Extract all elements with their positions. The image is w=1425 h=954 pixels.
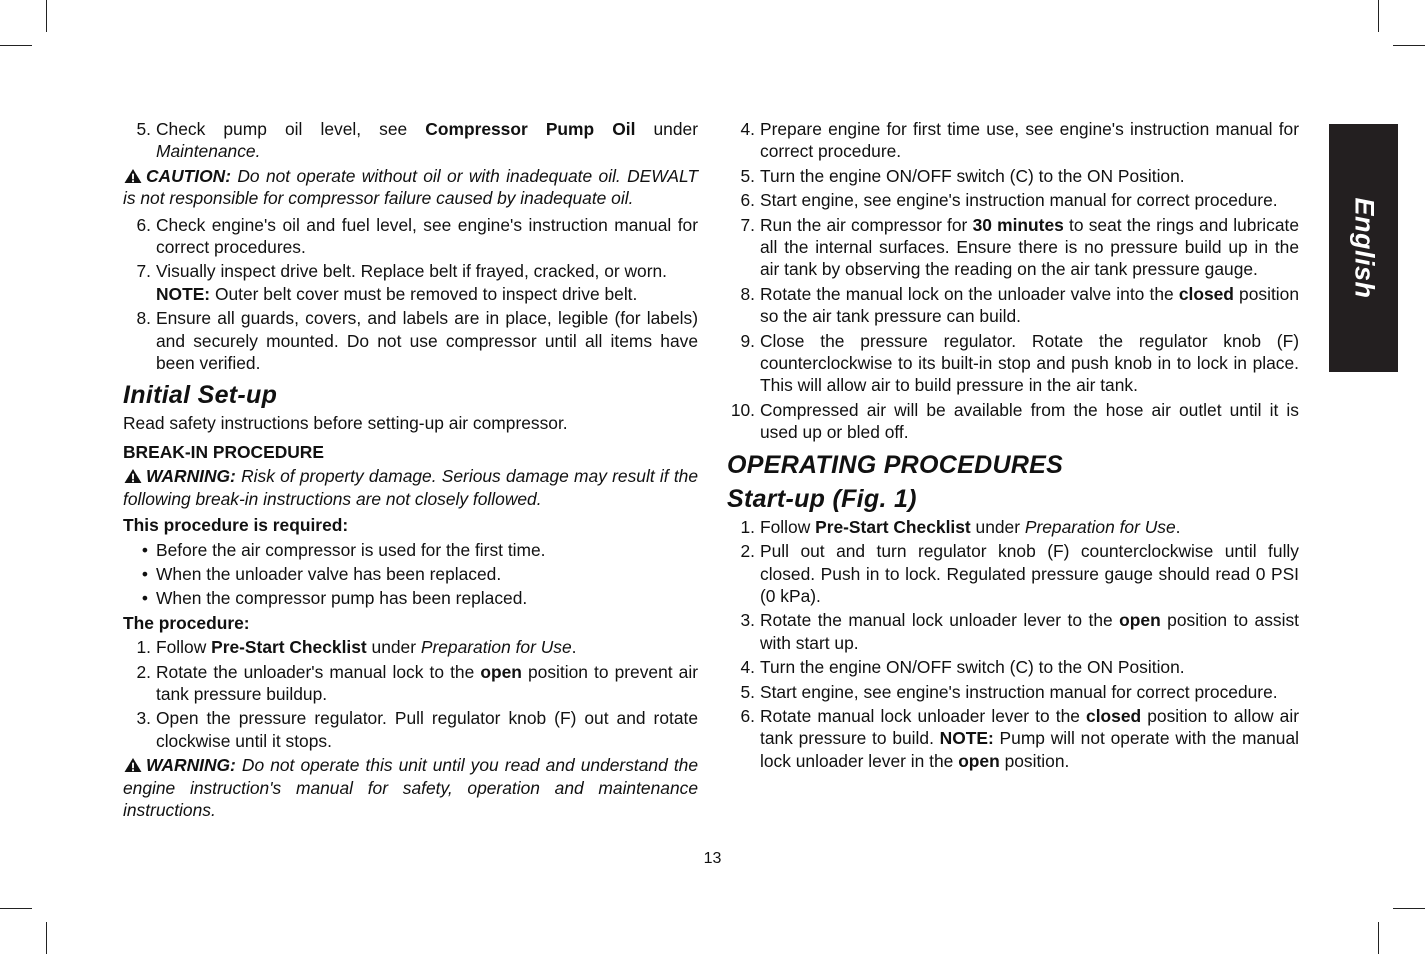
bullet: • (141, 588, 148, 609)
list-item: 1. Follow Pre-Start Checklist under Preparation for Use. (136, 637, 577, 658)
bullet: • (141, 563, 148, 584)
list-item: 7. Visually inspect drive belt. Replace belt if frayed, cracked, or worn. NOTE: Outer belt cover must be removed to inspect drive belt. (136, 261, 668, 304)
list-item: 9. Close the pressure regulator. Rotate the regulator knob (F) counterclockwise to its built-in stop and push knob in to lock in place. This will allow air to build pressure in the air tank. (740, 330, 1299, 396)
warning-note: WARNING: Do not operate this unit until you read and understand the engine instruction's manual for safety, operation and maintenance instructions. (123, 755, 698, 820)
brand-name: DEWALT (627, 165, 698, 186)
warning-triangle-icon (123, 468, 143, 484)
list-item: 3. Rotate the manual lock unloader lever to the open position to assist with start up. (740, 610, 1299, 653)
paragraph: Read safety instructions before setting-up air compressor. (123, 413, 568, 434)
list-item: 5. Check pump oil level, see Compressor Pump Oil under Maintenance. (123, 118, 698, 163)
crop-mark (46, 0, 47, 32)
crop-mark (1393, 908, 1425, 909)
right-column (727, 118, 1299, 774)
procedure-heading: The procedure: (123, 612, 250, 633)
language-tab (1329, 124, 1398, 372)
section-title-operating-procedures: OPERATING PROCEDURES (727, 450, 1064, 479)
bullet-item: • When the unloader valve has been replaced. (123, 563, 698, 585)
bullet-item: • When the compressor pump has been replaced. (123, 587, 698, 609)
breakin-heading: BREAK-IN PROCEDURE (123, 441, 324, 462)
section-title-initial-setup: Initial Set-up (123, 381, 278, 410)
list-item: 8. Rotate the manual lock on the unloader valve into the closed position so the air tank pressure can build. (740, 283, 1299, 327)
warning-triangle-icon (123, 757, 143, 773)
list-item: 2. Rotate the unloader's manual lock to the open position to prevent air tank pressure buildup. (136, 661, 698, 704)
list-item: 2. Pull out and turn regulator knob (F) counterclockwise until fully closed. Push in to lock. Regulated pressure gauge should read 0 PSI (0 kPa). (740, 541, 1299, 606)
warning-note: WARNING: Risk of property damage. Serious damage may result if the following break-in instructions are not closely followed. (123, 466, 698, 509)
bullet-item: • Before the air compressor is used for the first time. (123, 539, 698, 561)
list-item: 3. Open the pressure regulator. Pull regulator knob (F) out and rotate clockwise until it stops. (136, 708, 698, 751)
language-tab-label: English (1349, 197, 1379, 299)
section-title-startup: Start-up (Fig. 1) (727, 484, 917, 513)
list-item: 1. Follow Pre-Start Checklist under Preparation for Use. (740, 516, 1181, 537)
caution-note: CAUTION: Do not operate without oil or with inadequate oil. DEWALT is not responsible for compressor failure caused by inadequate oil. (123, 165, 698, 209)
list-item: 8. Ensure all guards, covers, and labels are in place, legible (for labels) and securely mounted. Do not use compressor until all items have been verified. (136, 308, 698, 374)
bullet: • (141, 539, 148, 560)
crop-mark (1378, 0, 1379, 32)
list-item: 5. Turn the engine ON/OFF switch (C) to the ON Position. (740, 165, 1185, 186)
ref-compressor-pump-oil: Compressor Pump Oil (425, 119, 636, 139)
list-item: 4. Prepare engine for first time use, see engine's instruction manual for correct procedure. (740, 119, 1299, 162)
list-item: 6. Start engine, see engine's instruction manual for correct procedure. (740, 190, 1278, 211)
list-item: 6. Rotate manual lock unloader lever to the closed position to allow air tank pressure to build. NOTE: Pump will not operate with the manual lock unloader lever in the open position. (740, 705, 1300, 771)
required-heading: This procedure is required: (123, 515, 349, 536)
list-item: 10. Compressed air will be available from the hose air outlet until it is used up or bled off. (730, 399, 1299, 443)
item-number: 5. (136, 119, 151, 139)
list-item: 6. Check engine's oil and fuel level, see engine's instruction manual for correct procedures. (136, 214, 698, 258)
crop-mark (46, 922, 47, 954)
left-column (123, 118, 698, 825)
warning-triangle-icon (123, 168, 143, 184)
list-item: 5. Start engine, see engine's instruction manual for correct procedure. (740, 681, 1278, 702)
crop-mark (0, 908, 32, 909)
page-number: 13 (703, 850, 722, 867)
crop-mark (0, 45, 32, 46)
crop-mark (1378, 922, 1379, 954)
list-item: 4. Turn the engine ON/OFF switch (C) to the ON Position. (740, 657, 1185, 678)
list-item: 7. Run the air compressor for 30 minutes to seat the rings and lubricate all the internal surfaces. Ensure there is no pressure build up in the air tank by observing the reading on the air tank pressure gauge. (740, 214, 1300, 280)
crop-mark (1393, 45, 1425, 46)
